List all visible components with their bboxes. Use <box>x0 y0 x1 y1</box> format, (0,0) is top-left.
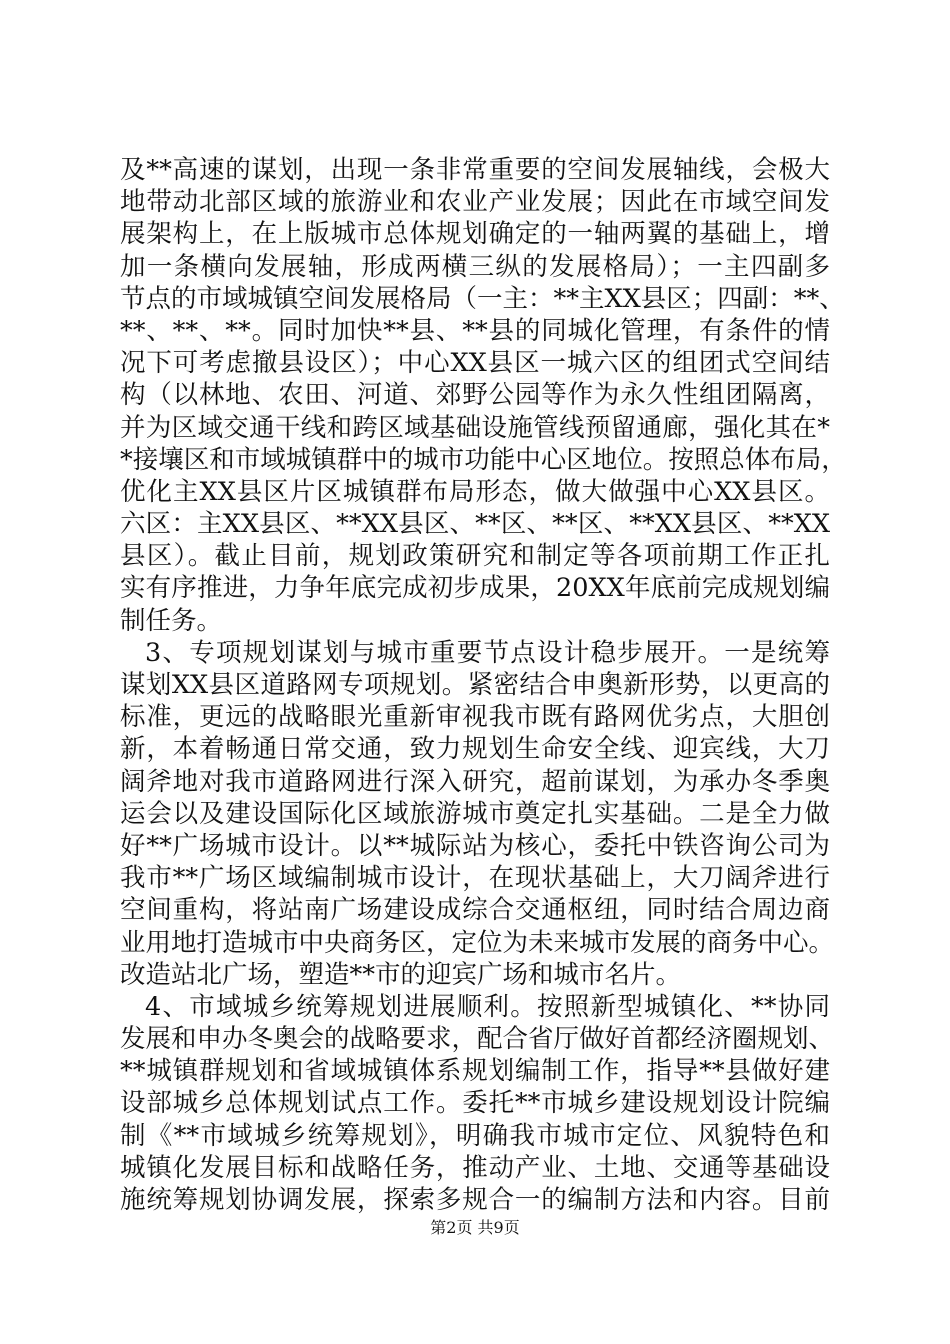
text-line: 节点的市域城镇空间发展格局（一主：**主XX县区；四副：**、 <box>120 283 845 314</box>
text-line: 改造站北广场，塑造**市的迎宾广场和城市名片。 <box>120 959 682 990</box>
text-line: 县区）。截止目前，规划政策研究和制定等各项前期工作正扎 <box>120 541 830 572</box>
text-line: 六区：主XX县区、**XX县区、**区、**区、**XX县区、**XX <box>120 509 830 540</box>
text-line: *接壤区和市域城镇群中的城市功能中心区地位。按照总体布局， <box>120 444 847 475</box>
text-line: 及**高速的谋划，出现一条非常重要的空间发展轴线，会极大 <box>120 155 830 185</box>
text-line: 展架构上，在上版城市总体规划确定的一轴两翼的基础上，增 <box>120 219 830 250</box>
text-line: **城镇群规划和省域城镇体系规划编制工作，指导**县做好建 <box>120 1056 830 1087</box>
text-line: 况下可考虑撤县设区）；中心XX县区一城六区的组团式空间结 <box>120 348 830 379</box>
text-line: **、**、**。同时加快**县、**县的同城化管理，有条件的情 <box>120 315 830 346</box>
text-line: 制任务。 <box>120 605 223 636</box>
text-line: 并为区域交通干线和跨区域基础设施管线预留通廊，强化其在* <box>120 412 830 443</box>
text-line: 施统筹规划协调发展，探索多规合一的编制方法和内容。目前 <box>120 1185 830 1215</box>
text-line: 制《**市域城乡统筹规划》，明确我市城市定位、风貌特色和 <box>120 1120 830 1151</box>
text-line: 空间重构，将站南广场建设成综合交通枢纽，同时结合周边商 <box>120 895 830 926</box>
text-line: 标准，更远的战略眼光重新审视我市既有路网优劣点，大胆创 <box>120 702 830 733</box>
text-line: 地带动北部区域的旅游业和农业产业发展；因此在市域空间发 <box>120 187 830 218</box>
text-line: 构（以林地、农田、河道、郊野公园等作为永久性组团隔离， <box>120 380 830 411</box>
text-line: 新，本着畅通日常交通，致力规划生命安全线、迎宾线，大刀 <box>120 734 830 765</box>
text-line: 加一条横向发展轴，形成两横三纵的发展格局）；一主四副多 <box>120 251 830 282</box>
paragraph-start-line: 4、市域城乡统筹规划进展顺利。按照新型城镇化、**协同 <box>145 991 830 1022</box>
text-line: 阔斧地对我市道路网进行深入研究，超前谋划，为承办冬季奥 <box>120 766 830 797</box>
text-line: 我市**广场区域编制城市设计，在现状基础上，大刀阔斧进行 <box>120 863 830 894</box>
text-line: 运会以及建设国际化区域旅游城市奠定扎实基础。二是全力做 <box>120 798 830 829</box>
text-line: 设部城乡总体规划试点工作。委托**市城乡建设规划设计院编 <box>120 1088 830 1119</box>
text-line: 发展和申办冬奥会的战略要求，配合省厅做好首都经济圈规划、 <box>120 1024 835 1055</box>
text-line: 城镇化发展目标和战略任务，推动产业、土地、交通等基础设 <box>120 1152 830 1183</box>
page-number-footer: 第2页 共9页 <box>430 1218 520 1237</box>
text-line: 实有序推进，力争年底完成初步成果，20XX年底前完成规划编 <box>120 573 830 604</box>
text-line: 谋划XX县区道路网专项规划。紧密结合申奥新形势，以更高的 <box>120 670 830 700</box>
text-line: 业用地打造城市中央商务区，定位为未来城市发展的商务中心。 <box>120 927 835 958</box>
paragraph-start-line: 3、专项规划谋划与城市重要节点设计稳步展开。一是统筹 <box>145 637 830 668</box>
text-line: 优化主XX县区片区城镇群布局形态，做大做强中心XX县区。 <box>120 476 830 507</box>
text-line: 好**广场城市设计。以**城际站为核心，委托中铁咨询公司为 <box>120 830 830 861</box>
document-body <box>120 154 847 1216</box>
